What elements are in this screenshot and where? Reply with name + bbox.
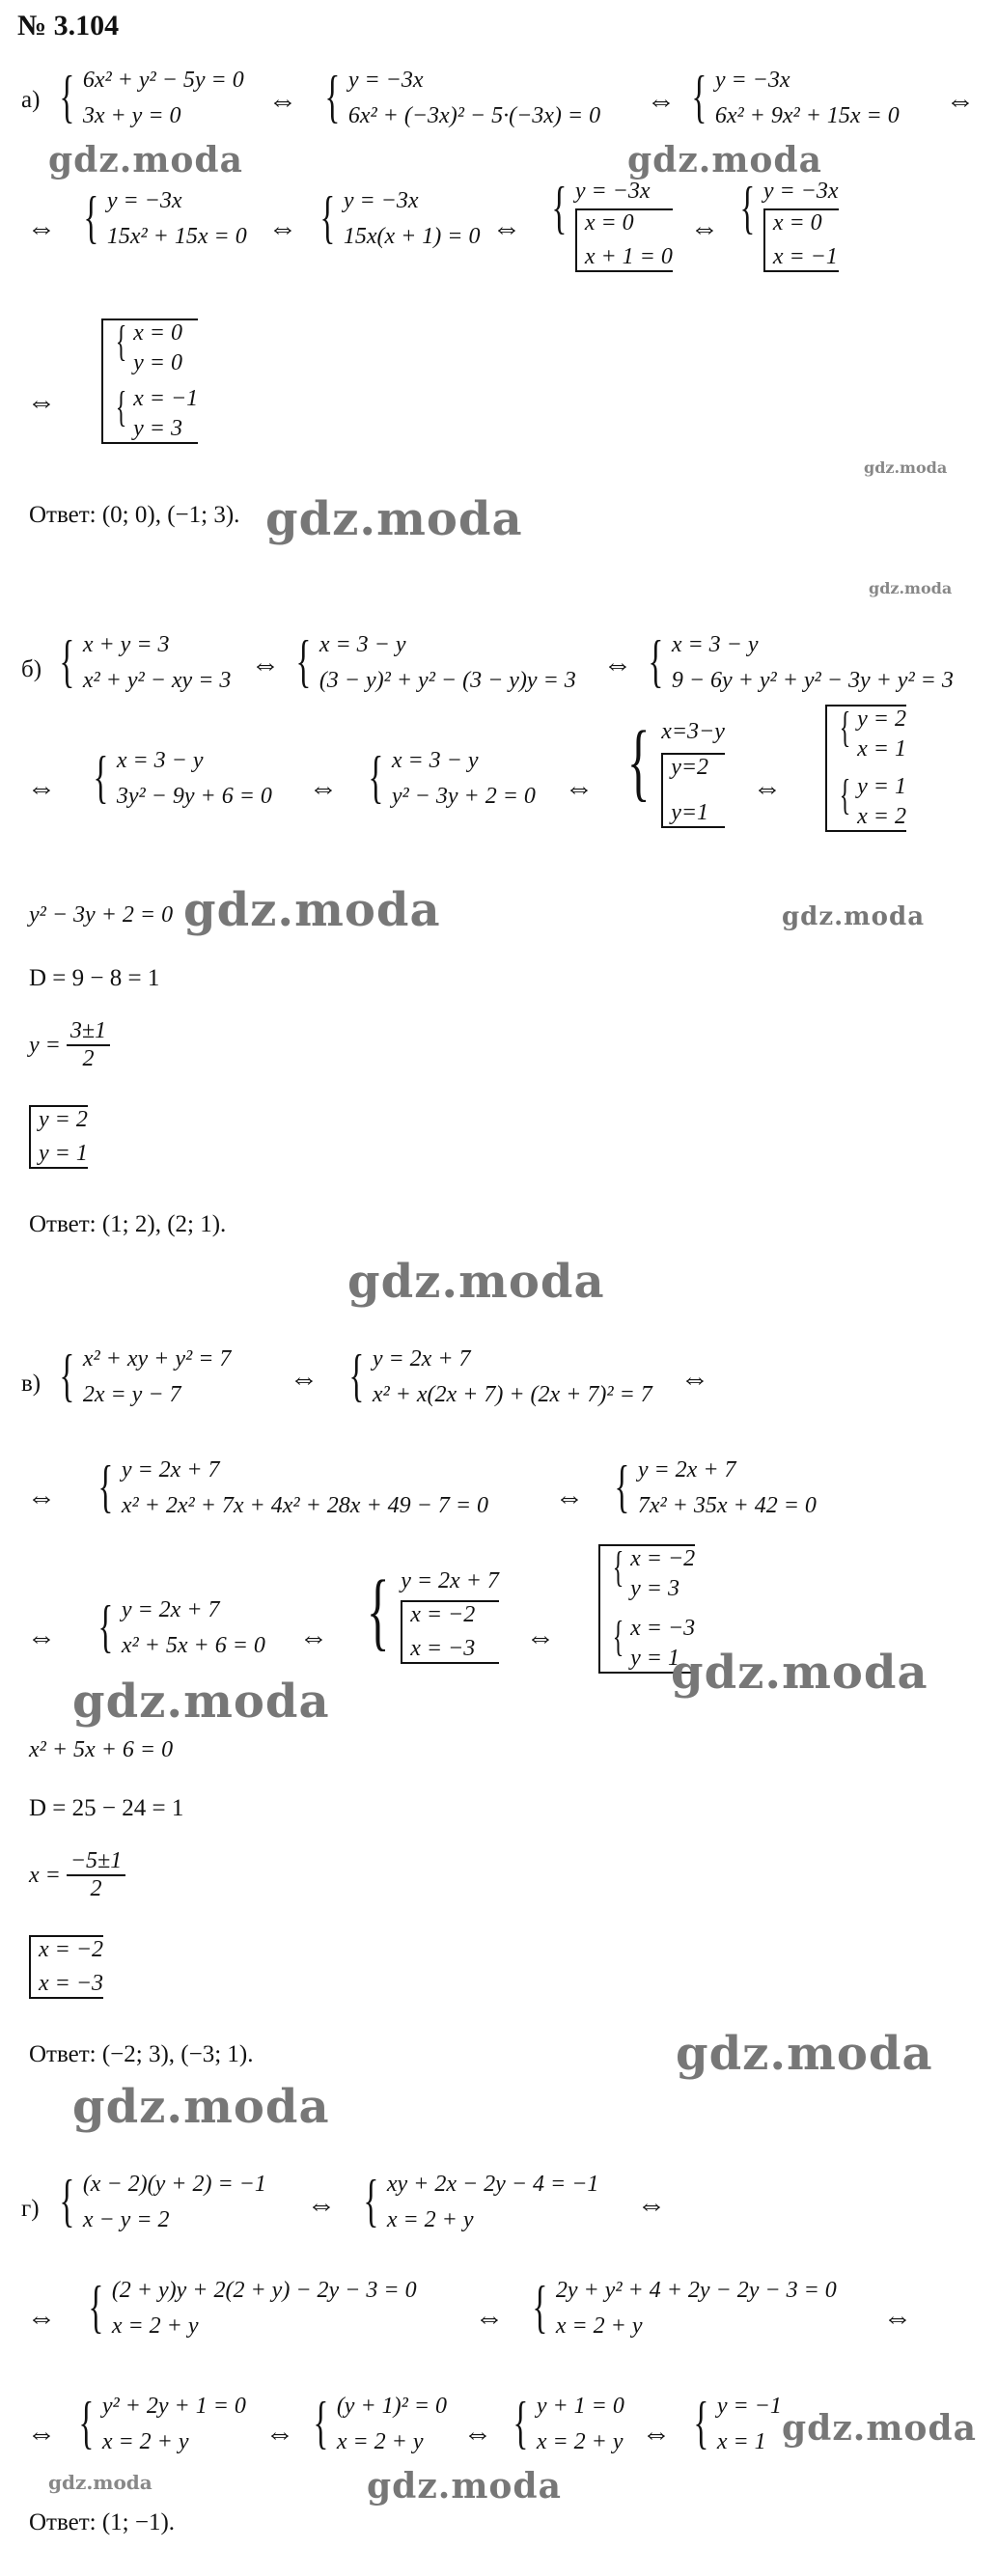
- part-b-final-bracket: { y = 2 x = 1 { y = 1 x = 2: [825, 705, 906, 832]
- watermark-text: gdz.moda: [671, 1646, 929, 1700]
- part-g-system-2: { xy + 2x − 2y − 4 = −1 x = 2 + y: [363, 2169, 599, 2232]
- root-row: x = −2: [39, 1937, 104, 1962]
- system-row: 6x² + (−3x)² − 5·(−3x) = 0: [347, 103, 601, 128]
- solution-row: y = 1: [630, 1646, 679, 1671]
- root-row: y = 2: [39, 1107, 88, 1132]
- system-row: x = 3 − y: [391, 748, 479, 773]
- alternative-bracket: [575, 208, 673, 272]
- part-g-system-3: { (2 + y)y + 2(2 + y) − 2y − 3 = 0 x = 2 + y: [88, 2275, 417, 2339]
- system-row: x = 3 − y: [319, 632, 406, 657]
- system-row: 2x = y − 7: [82, 1382, 181, 1407]
- watermark-text: gdz.moda: [72, 2080, 330, 2134]
- system-row: 15x² + 15x = 0: [106, 224, 247, 249]
- system-row: x = 2 + y: [111, 2313, 199, 2339]
- system-row: x² + xy + y² = 7: [82, 1346, 232, 1371]
- equivalence-arrow: ⇔: [27, 2302, 56, 2334]
- part-b-system-1: { x + y = 3 x² + y² − xy = 3: [59, 629, 232, 693]
- fraction-denominator: 2: [82, 1046, 95, 1071]
- part-v-label: в): [21, 1371, 42, 1397]
- root-row: x = −3: [39, 1971, 104, 1996]
- equivalence-arrow: ⇔: [27, 1482, 56, 1513]
- part-v-final-bracket: { x = −2 y = 3 { x = −3 y = 1: [598, 1544, 695, 1674]
- fraction: [67, 1018, 110, 1072]
- equivalence-arrow: ⇔: [475, 2302, 504, 2334]
- system-row: x = 2 + y: [386, 2207, 474, 2232]
- solution-row: y = 3: [133, 416, 182, 441]
- system-row: y + 1 = 0: [536, 2394, 624, 2419]
- solution-row: x = 1: [857, 736, 906, 762]
- system-row: y = −3x: [714, 68, 790, 93]
- watermark-text: gdz.moda: [265, 492, 523, 546]
- system-row: 6x² + y² − 5y = 0: [82, 68, 244, 93]
- alternative-bracket: [763, 208, 839, 272]
- system-row: (2 + y)y + 2(2 + y) − 2y − 3 = 0: [111, 2278, 417, 2303]
- part-g-system-6: { (y + 1)² = 0 x = 2 + y: [313, 2391, 448, 2454]
- part-b-quadratic: y² − 3y + 2 = 0: [29, 902, 174, 928]
- equivalence-arrow: ⇔: [299, 1621, 328, 1653]
- part-v-system-2: { y = 2x + 7 x² + x(2x + 7) + (2x + 7)² = 7: [348, 1343, 652, 1407]
- fraction-numerator: 3±1: [67, 1018, 110, 1046]
- watermark-text: gdz.moda: [869, 579, 953, 597]
- part-a-system-5: { y = −3x 15x(x + 1) = 0: [319, 185, 481, 249]
- part-a-final-bracket: { x = 0 y = 0 { x = −1 y = 3: [101, 319, 198, 444]
- watermark-text: gdz.moda: [347, 1255, 605, 1309]
- part-v-root-formula: [29, 1848, 125, 1902]
- system-row: y² − 3y + 2 = 0: [391, 784, 536, 809]
- watermark-text: gdz.moda: [676, 2027, 933, 2081]
- system-row: x² + x(2x + 7) + (2x + 7)² = 7: [372, 1382, 652, 1407]
- part-a-system-6: { y = −3x x = 0 x + 1 = 0: [545, 179, 673, 272]
- part-g-label: г): [21, 2196, 40, 2222]
- solution-row: y = 0: [133, 350, 182, 375]
- system-row: 9 − 6y + y² + y² − 3y + y² = 3: [671, 668, 954, 693]
- part-b-answer: Ответ: (1; 2), (2; 1).: [29, 1211, 227, 1237]
- watermark-text: gdz.moda: [782, 902, 926, 931]
- equivalence-arrow: ⇔: [883, 2302, 912, 2334]
- alternative-bracket: [661, 753, 725, 828]
- system-row: y = −1: [716, 2394, 782, 2419]
- fraction-numerator: −5±1: [67, 1848, 125, 1876]
- part-a-system-7: { y = −3x x = 0 x = −1: [734, 179, 839, 272]
- root-row: y = 1: [39, 1141, 88, 1166]
- watermark-text: gdz.moda: [782, 2408, 977, 2449]
- watermark-text: gdz.moda: [48, 2471, 152, 2494]
- part-b-discriminant: D = 9 − 8 = 1: [29, 965, 160, 991]
- system-row: xy + 2x − 2y − 4 = −1: [386, 2172, 599, 2197]
- system-row: x² + y² − xy = 3: [82, 668, 232, 693]
- part-g-system-4: { 2y + y² + 4 + 2y − 2y − 3 = 0 x = 2 + y: [532, 2275, 837, 2339]
- equivalence-arrow: ⇔: [290, 1363, 319, 1395]
- system-row: x = 2 + y: [336, 2429, 424, 2454]
- formula-lhs: y =: [29, 1032, 61, 1058]
- system-row: 6x² + 9x² + 15x = 0: [714, 103, 900, 128]
- alternative-row: x = −1: [772, 244, 838, 269]
- alternative-bracket: [401, 1600, 499, 1664]
- solution-row: x = −2: [630, 1546, 696, 1571]
- system-row: y = 2x + 7: [121, 1597, 220, 1622]
- part-b-system-4: { x = 3 − y 3y² − 9y + 6 = 0: [93, 745, 272, 809]
- fraction-denominator: 2: [90, 1876, 102, 1901]
- part-v-system-1: { x² + xy + y² = 7 2x = y − 7: [59, 1343, 232, 1407]
- watermark-text: gdz.moda: [183, 883, 441, 937]
- system-row: x = 1: [716, 2429, 766, 2454]
- equivalence-arrow: ⇔: [680, 1363, 709, 1395]
- equivalence-arrow: ⇔: [27, 2418, 56, 2450]
- equivalence-arrow: ⇔: [309, 772, 338, 804]
- system-row: y = −3x: [762, 179, 839, 204]
- part-b-system-2: { x = 3 − y (3 − y)² + y² − (3 − y)y = 3: [295, 629, 576, 693]
- solution-row: y = 2: [857, 706, 906, 732]
- alternative-row: y=2: [671, 755, 709, 780]
- part-b-system-3: { x = 3 − y 9 − 6y + y² + y² − 3y + y² = 3: [648, 629, 954, 693]
- system-row: x = 3 − y: [116, 748, 204, 773]
- watermark-text: gdz.moda: [72, 1675, 330, 1729]
- system-row: y = −3x: [574, 179, 651, 204]
- alternative-row: y=1: [671, 800, 709, 825]
- solution-row: y = 1: [857, 774, 906, 799]
- system-row: x=3−y: [661, 719, 725, 744]
- part-g-system-1: { (x − 2)(y + 2) = −1 x − y = 2: [59, 2169, 266, 2232]
- system-row: x = 2 + y: [536, 2429, 624, 2454]
- part-v-system-4: { y = 2x + 7 7x² + 35x + 42 = 0: [614, 1454, 817, 1518]
- part-g-system-8: { y = −1 x = 1: [693, 2391, 782, 2454]
- system-row: x² + 2x² + 7x + 4x² + 28x + 49 − 7 = 0: [121, 1493, 489, 1518]
- equivalence-arrow: ⇔: [526, 1621, 555, 1653]
- equivalence-arrow: ⇔: [27, 212, 56, 244]
- system-row: 7x² + 35x + 42 = 0: [637, 1493, 817, 1518]
- system-row: x + y = 3: [82, 632, 170, 657]
- part-a-label: а): [21, 87, 41, 113]
- part-g-system-7: { y + 1 = 0 x = 2 + y: [513, 2391, 624, 2454]
- alternative-row: x = 0: [772, 210, 822, 235]
- solution-row: x = −1: [133, 386, 199, 411]
- solution-row: x = −3: [630, 1616, 696, 1641]
- watermark-text: gdz.moda: [627, 140, 822, 180]
- watermark-text: gdz.moda: [48, 140, 243, 180]
- fraction: [67, 1848, 125, 1902]
- problem-number: № 3.104: [17, 10, 120, 42]
- system-row: 2y + y² + 4 + 2y − 2y − 3 = 0: [555, 2278, 837, 2303]
- part-v-roots-bracket: [29, 1935, 103, 1999]
- system-row: y = 2x + 7: [401, 1568, 499, 1593]
- equivalence-arrow: ⇔: [642, 2418, 671, 2450]
- system-row: 3y² − 9y + 6 = 0: [116, 784, 272, 809]
- alternative-row: x + 1 = 0: [584, 244, 673, 269]
- part-v-system-3: { y = 2x + 7 x² + 2x² + 7x + 4x² + 28x + 49 − 7 = 0: [97, 1454, 489, 1518]
- system-row: 3x + y = 0: [82, 103, 181, 128]
- part-b-system-5: { x = 3 − y y² − 3y + 2 = 0: [368, 745, 536, 809]
- part-v-answer: Ответ: (−2; 3), (−3; 1).: [29, 2041, 254, 2067]
- equivalence-arrow: ⇔: [690, 212, 719, 244]
- equivalence-arrow: ⇔: [27, 386, 56, 418]
- part-g-system-5: { y² + 2y + 1 = 0 x = 2 + y: [78, 2391, 246, 2454]
- system-row: 15x(x + 1) = 0: [343, 224, 481, 249]
- system-row: x − y = 2: [82, 2207, 170, 2232]
- solution-row: y = 3: [630, 1576, 679, 1601]
- part-g-answer: Ответ: (1; −1).: [29, 2509, 176, 2535]
- formula-lhs: x =: [29, 1862, 61, 1888]
- system-row: x² + 5x + 6 = 0: [121, 1633, 265, 1658]
- system-row: y = 2x + 7: [372, 1346, 471, 1371]
- equivalence-arrow: ⇔: [492, 212, 521, 244]
- system-row: x = 3 − y: [671, 632, 759, 657]
- part-a-system-4: { y = −3x 15x² + 15x = 0: [83, 185, 247, 249]
- equivalence-arrow: ⇔: [946, 85, 975, 117]
- watermark-text: gdz.moda: [864, 458, 948, 477]
- part-v-system-5: { y = 2x + 7 x² + 5x + 6 = 0: [97, 1594, 265, 1658]
- part-v-discriminant: D = 25 − 24 = 1: [29, 1795, 184, 1821]
- system-row: x = 2 + y: [555, 2313, 643, 2339]
- equivalence-arrow: ⇔: [463, 2418, 492, 2450]
- equivalence-arrow: ⇔: [555, 1482, 584, 1513]
- system-row: y² + 2y + 1 = 0: [101, 2394, 246, 2419]
- part-b-system-6: { x=3−y y=2 y=1: [618, 719, 725, 828]
- part-a-system-3: { y = −3x 6x² + 9x² + 15x = 0: [691, 65, 900, 128]
- equivalence-arrow: ⇔: [251, 649, 280, 680]
- system-row: (y + 1)² = 0: [336, 2394, 448, 2419]
- equivalence-arrow: ⇔: [265, 2418, 294, 2450]
- part-a-system-1: { 6x² + y² − 5y = 0 3x + y = 0: [59, 65, 244, 128]
- equivalence-arrow: ⇔: [27, 1621, 56, 1653]
- alternative-row: x = −3: [410, 1636, 476, 1661]
- alternative-row: x = 0: [584, 210, 634, 235]
- system-row: x = 2 + y: [101, 2429, 189, 2454]
- part-v-system-6: { y = 2x + 7 x = −2 x = −3: [357, 1568, 499, 1664]
- alternative-row: x = −2: [410, 1602, 476, 1627]
- system-row: (x − 2)(y + 2) = −1: [82, 2172, 266, 2197]
- solution-row: x = 0: [133, 320, 182, 346]
- system-row: y = −3x: [347, 68, 424, 93]
- system-row: y = −3x: [106, 188, 182, 213]
- system-row: y = −3x: [343, 188, 419, 213]
- equivalence-arrow: ⇔: [565, 772, 594, 804]
- solution-row: x = 2: [857, 804, 906, 829]
- part-b-roots-bracket: [29, 1105, 88, 1169]
- part-b-root-formula: [29, 1018, 110, 1072]
- system-row: (3 − y)² + y² − (3 − y)y = 3: [319, 668, 576, 693]
- equivalence-arrow: ⇔: [647, 85, 676, 117]
- system-row: y = 2x + 7: [637, 1457, 736, 1482]
- watermark-text: gdz.moda: [367, 2466, 562, 2507]
- part-a-answer: Ответ: (0; 0), (−1; 3).: [29, 502, 240, 528]
- equivalence-arrow: ⇔: [603, 649, 632, 680]
- equivalence-arrow: ⇔: [268, 85, 297, 117]
- equivalence-arrow: ⇔: [637, 2189, 666, 2221]
- equivalence-arrow: ⇔: [27, 772, 56, 804]
- equivalence-arrow: ⇔: [268, 212, 297, 244]
- part-a-system-2: { y = −3x 6x² + (−3x)² − 5·(−3x) = 0: [324, 65, 601, 128]
- system-row: y = 2x + 7: [121, 1457, 220, 1482]
- part-v-quadratic: x² + 5x + 6 = 0: [29, 1737, 174, 1762]
- equivalence-arrow: ⇔: [307, 2189, 336, 2221]
- part-b-label: б): [21, 656, 42, 682]
- equivalence-arrow: ⇔: [753, 772, 782, 804]
